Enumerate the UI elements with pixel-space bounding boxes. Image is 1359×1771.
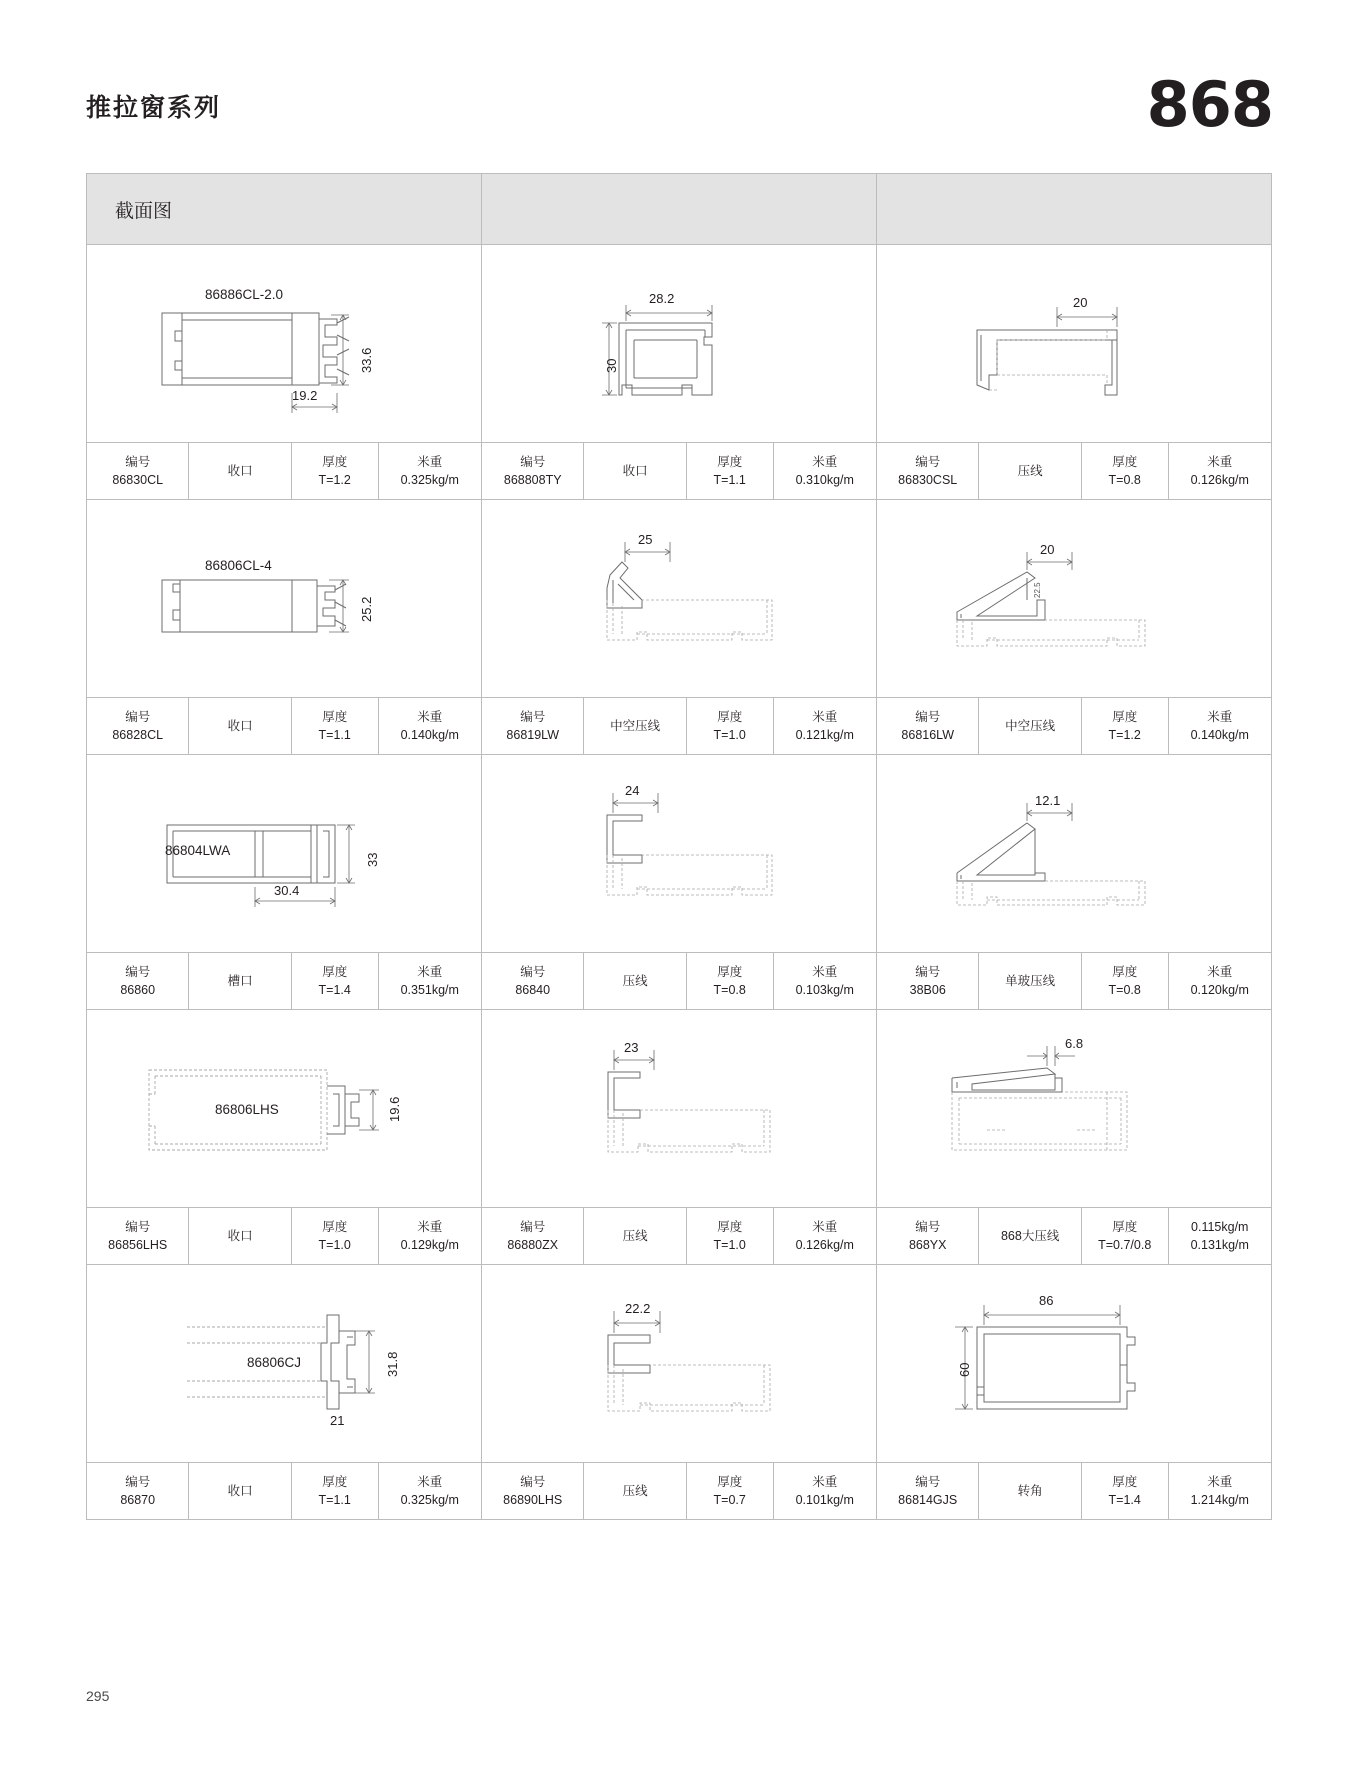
spec-weight [774, 698, 876, 754]
spec-weight-value: 0.140kg/m [400, 728, 459, 742]
profile-spec [482, 952, 876, 1009]
spec-type: 收口 [584, 443, 686, 499]
spec-weight-value: 0.325kg/m [400, 473, 459, 487]
spec-thickness-label: 厚度 [717, 964, 743, 979]
profile-drawing [87, 1010, 481, 1207]
spec-code [877, 1208, 979, 1264]
spec-weight-label: 米重 [812, 1474, 838, 1489]
spec-thickness-value: T=0.7 [713, 1493, 746, 1507]
spec-weight [1169, 1463, 1271, 1519]
spec-thickness-value: T=0.8 [1108, 473, 1141, 487]
dim-label: 33 [365, 852, 380, 867]
profile-spec [877, 1207, 1271, 1264]
profile-spec [482, 1207, 876, 1264]
spec-code [877, 443, 979, 499]
spec-code-value: 86880ZX [507, 1238, 559, 1252]
spec-weight-value: 0.310kg/m [795, 473, 854, 487]
dim-label: 25 [638, 532, 653, 547]
spec-code [87, 1208, 189, 1264]
dim-label: 31.8 [385, 1351, 400, 1377]
spec-weight-label: 米重 [417, 1474, 443, 1489]
spec-thickness-label: 厚度 [322, 1474, 348, 1489]
spec-type: 中空压线 [979, 698, 1081, 754]
profile-spec [87, 442, 481, 499]
spec-code-value: 86830CL [112, 473, 164, 487]
spec-thickness-label: 厚度 [717, 454, 743, 469]
spec-thickness-label: 厚度 [1112, 454, 1138, 469]
spec-weight-value: 0.126kg/m [1190, 473, 1249, 487]
spec-weight-label: 米重 [812, 1219, 838, 1234]
spec-code [877, 1463, 979, 1519]
spec-weight [379, 1463, 481, 1519]
profile-spec [87, 952, 481, 1009]
profile-figure [877, 245, 1271, 442]
spec-type: 压线 [584, 1463, 686, 1519]
profile-spec [87, 697, 481, 754]
spec-weight-label: 米重 [812, 709, 838, 724]
profile-cell [87, 500, 482, 754]
dim-label: 6.8 [1065, 1036, 1084, 1051]
spec-weight [1169, 1208, 1271, 1264]
table-row [87, 244, 1271, 499]
spec-thickness-value: T=1.1 [318, 1493, 351, 1507]
spec-weight-label: 米重 [812, 454, 838, 469]
spec-weight-label: 米重 [812, 964, 838, 979]
spec-code-value: 868808TY [503, 473, 562, 487]
profile-figure [482, 755, 876, 952]
profile-cell [877, 1010, 1271, 1264]
spec-code-label: 编号 [915, 964, 941, 979]
spec-code-label: 编号 [125, 964, 151, 979]
spec-code-value: 86890LHS [503, 1493, 563, 1507]
spec-thickness [687, 953, 774, 1009]
profile-drawing [482, 1265, 876, 1462]
table-row [87, 754, 1271, 1009]
spec-code-label: 编号 [125, 454, 151, 469]
spec-weight-value: 0.101kg/m [795, 1493, 854, 1507]
spec-weight-label: 米重 [1207, 964, 1233, 979]
spec-code-value: 86840 [515, 983, 551, 997]
spec-thickness-label: 厚度 [322, 1219, 348, 1234]
spec-type: 收口 [189, 1208, 291, 1264]
spec-thickness [1082, 1208, 1169, 1264]
spec-thickness-value: T=0.7/0.8 [1098, 1238, 1152, 1252]
spec-weight [1169, 698, 1271, 754]
profile-spec [877, 952, 1271, 1009]
spec-code-value: 86819LW [506, 728, 560, 742]
spec-weight-value: 0.121kg/m [795, 728, 854, 742]
profile-cell [87, 245, 482, 499]
page-number: 295 [86, 1688, 110, 1704]
profile-figure [877, 1010, 1271, 1207]
profile-spec [482, 442, 876, 499]
profile-cell [877, 500, 1271, 754]
spec-code [87, 1463, 189, 1519]
profile-cell [877, 1265, 1271, 1519]
profile-figure [877, 1265, 1271, 1462]
spec-weight-value-2: 0.131kg/m [1190, 1238, 1249, 1252]
profile-figure [482, 245, 876, 442]
spec-code [87, 443, 189, 499]
spec-thickness-label: 厚度 [1112, 709, 1138, 724]
profile-drawing [877, 1265, 1271, 1462]
profile-cell [87, 1010, 482, 1264]
dim-label: 22.5 [1033, 582, 1042, 598]
spec-code [87, 698, 189, 754]
spec-weight [1169, 443, 1271, 499]
profile-drawing [482, 500, 876, 697]
dim-label: 30.4 [274, 883, 300, 898]
dim-label: 23 [624, 1040, 639, 1055]
spec-thickness [687, 1463, 774, 1519]
table-row [87, 499, 1271, 754]
spec-thickness [1082, 953, 1169, 1009]
spec-thickness-value: T=1.0 [713, 728, 746, 742]
spec-weight-value: 0.120kg/m [1190, 983, 1249, 997]
spec-weight [774, 1208, 876, 1264]
spec-weight-value: 0.325kg/m [400, 1493, 459, 1507]
dim-label: 33.6 [359, 347, 374, 373]
spec-code-value: 86870 [120, 1493, 156, 1507]
spec-code-label: 编号 [915, 454, 941, 469]
spec-code-label: 编号 [520, 964, 546, 979]
spec-thickness-value: T=1.4 [1108, 1493, 1141, 1507]
spec-thickness-label: 厚度 [1112, 1474, 1138, 1489]
figure-code: 86806CJ [247, 1355, 302, 1370]
spec-weight [379, 698, 481, 754]
spec-thickness-label: 厚度 [717, 1474, 743, 1489]
profile-spec [877, 697, 1271, 754]
dim-label: 24 [625, 783, 640, 798]
dim-label: 20 [1073, 295, 1088, 310]
spec-code-value: 86856LHS [108, 1238, 168, 1252]
profile-cell [87, 755, 482, 1009]
table-header-band [87, 174, 1271, 244]
profile-figure [877, 755, 1271, 952]
spec-thickness-value: T=1.0 [318, 1238, 351, 1252]
spec-weight [1169, 953, 1271, 1009]
profile-figure [87, 245, 481, 442]
page-header [86, 68, 1273, 141]
spec-thickness [1082, 443, 1169, 499]
dim-label: 21 [330, 1413, 345, 1428]
profile-cell [482, 1010, 877, 1264]
figure-code: 86886CL-2.0 [205, 287, 284, 302]
spec-code-label: 编号 [520, 709, 546, 724]
profile-spec [482, 697, 876, 754]
spec-code-value: 86814GJS [898, 1493, 958, 1507]
profile-spec [877, 442, 1271, 499]
spec-type: 收口 [189, 1463, 291, 1519]
spec-thickness-value: T=1.2 [318, 473, 351, 487]
table-row [87, 1264, 1271, 1519]
spec-thickness-value: T=1.0 [713, 1238, 746, 1252]
spec-thickness [687, 1208, 774, 1264]
spec-code-label: 编号 [915, 1219, 941, 1234]
spec-type: 压线 [584, 1208, 686, 1264]
spec-weight-label: 米重 [1207, 1474, 1233, 1489]
profile-drawing [482, 1010, 876, 1207]
spec-code-label: 编号 [520, 454, 546, 469]
profile-drawing [877, 500, 1271, 697]
spec-type: 单玻压线 [979, 953, 1081, 1009]
dim-label: 19.6 [387, 1096, 402, 1122]
profile-cell [877, 755, 1271, 1009]
spec-thickness [687, 443, 774, 499]
spec-weight-value: 0.129kg/m [400, 1238, 459, 1252]
profile-figure [87, 1010, 481, 1207]
spec-weight-label: 米重 [1207, 709, 1233, 724]
profile-figure [87, 500, 481, 697]
spec-code [877, 698, 979, 754]
profile-spec [877, 1462, 1271, 1519]
spec-type: 压线 [584, 953, 686, 1009]
spec-code-value: 38B06 [909, 983, 946, 997]
spec-weight-value: 0.351kg/m [400, 983, 459, 997]
spec-thickness [687, 698, 774, 754]
page-title: 推拉窗系列 [86, 94, 222, 122]
spec-thickness-label: 厚度 [1112, 1219, 1138, 1234]
figure-code: 86806LHS [215, 1102, 279, 1117]
spec-code [482, 953, 584, 1009]
spec-code-value: 868YX [908, 1238, 947, 1252]
profile-drawing [482, 755, 876, 952]
spec-thickness-value: T=0.8 [1108, 983, 1141, 997]
spec-code-label: 编号 [520, 1219, 546, 1234]
spec-weight [774, 953, 876, 1009]
profile-figure [877, 500, 1271, 697]
spec-weight-value: 0.140kg/m [1190, 728, 1249, 742]
spec-type: 转角 [979, 1463, 1081, 1519]
spec-thickness [1082, 1463, 1169, 1519]
spec-thickness-label: 厚度 [322, 964, 348, 979]
spec-thickness [292, 953, 379, 1009]
spec-weight-label: 米重 [1207, 454, 1233, 469]
spec-thickness-label: 厚度 [717, 1219, 743, 1234]
spec-thickness [292, 1208, 379, 1264]
spec-thickness [292, 443, 379, 499]
spec-type: 868大压线 [979, 1208, 1081, 1264]
spec-weight-label: 米重 [417, 964, 443, 979]
dim-label: 86 [1039, 1293, 1054, 1308]
series-number: 868 [1146, 68, 1273, 141]
profile-cell [482, 245, 877, 499]
spec-weight-value: 0.126kg/m [795, 1238, 854, 1252]
profile-figure [87, 755, 481, 952]
profile-table [86, 173, 1272, 1520]
profile-spec [482, 1462, 876, 1519]
spec-thickness-label: 厚度 [717, 709, 743, 724]
spec-weight [379, 443, 481, 499]
spec-thickness [1082, 698, 1169, 754]
band-cell-2 [482, 174, 877, 244]
profile-figure [87, 1265, 481, 1462]
profile-spec [87, 1207, 481, 1264]
spec-weight [379, 953, 481, 1009]
spec-weight-value-1: 0.115kg/m [1191, 1219, 1249, 1234]
spec-code-label: 编号 [125, 1474, 151, 1489]
profile-drawing [877, 755, 1271, 952]
spec-code-label: 编号 [915, 709, 941, 724]
spec-weight-value: 0.103kg/m [795, 983, 854, 997]
band-cell-3 [877, 174, 1271, 244]
spec-code-value: 86860 [120, 983, 156, 997]
profile-cell [87, 1265, 482, 1519]
profile-cell [482, 500, 877, 754]
dim-label: 19.2 [292, 388, 318, 403]
spec-code [482, 443, 584, 499]
spec-thickness-value: T=1.4 [318, 983, 351, 997]
spec-thickness-label: 厚度 [322, 454, 348, 469]
dim-label: 28.2 [649, 291, 675, 306]
profile-drawing [877, 245, 1271, 442]
profile-cell [482, 1265, 877, 1519]
spec-code-label: 编号 [125, 1219, 151, 1234]
spec-type: 压线 [979, 443, 1081, 499]
profile-drawing [87, 500, 481, 697]
spec-weight [774, 443, 876, 499]
spec-weight-label: 米重 [417, 1219, 443, 1234]
spec-type: 槽口 [189, 953, 291, 1009]
spec-code [87, 953, 189, 1009]
band-cell-section-view: 截面图 [87, 174, 482, 244]
profile-drawing [482, 245, 876, 442]
dim-label: 25.2 [359, 596, 374, 622]
figure-code: 86804LWA [165, 843, 231, 858]
spec-thickness-value: T=1.2 [1108, 728, 1141, 742]
spec-type: 收口 [189, 698, 291, 754]
profile-cell [482, 755, 877, 1009]
spec-weight [379, 1208, 481, 1264]
profile-figure [482, 500, 876, 697]
profile-drawing [87, 245, 481, 442]
spec-code-label: 编号 [125, 709, 151, 724]
profile-cell [877, 245, 1271, 499]
profile-figure [482, 1265, 876, 1462]
spec-weight-value: 1.214kg/m [1190, 1493, 1249, 1507]
profile-figure [482, 1010, 876, 1207]
spec-code-value: 86828CL [112, 728, 164, 742]
spec-code-value: 86816LW [901, 728, 955, 742]
spec-weight [774, 1463, 876, 1519]
dim-label: 60 [957, 1362, 972, 1377]
spec-code-label: 编号 [915, 1474, 941, 1489]
spec-code-value: 86830CSL [898, 473, 958, 487]
profile-drawing [87, 755, 481, 952]
spec-code-label: 编号 [520, 1474, 546, 1489]
spec-thickness [292, 1463, 379, 1519]
dim-label: 30 [604, 358, 619, 373]
spec-thickness-value: T=1.1 [713, 473, 746, 487]
spec-code [482, 1208, 584, 1264]
table-row [87, 1009, 1271, 1264]
dim-label: 20 [1040, 542, 1055, 557]
spec-code [482, 698, 584, 754]
spec-thickness-value: T=1.1 [318, 728, 351, 742]
dim-label: 12.1 [1035, 793, 1061, 808]
spec-type: 收口 [189, 443, 291, 499]
figure-code: 86806CL-4 [205, 558, 272, 573]
profile-spec [87, 1462, 481, 1519]
spec-weight-label: 米重 [417, 709, 443, 724]
dim-label: 22.2 [625, 1301, 651, 1316]
spec-thickness [292, 698, 379, 754]
spec-weight-label: 米重 [417, 454, 443, 469]
spec-code [482, 1463, 584, 1519]
spec-thickness-value: T=0.8 [713, 983, 746, 997]
spec-code [877, 953, 979, 1009]
spec-thickness-label: 厚度 [322, 709, 348, 724]
spec-thickness-label: 厚度 [1112, 964, 1138, 979]
spec-type: 中空压线 [584, 698, 686, 754]
